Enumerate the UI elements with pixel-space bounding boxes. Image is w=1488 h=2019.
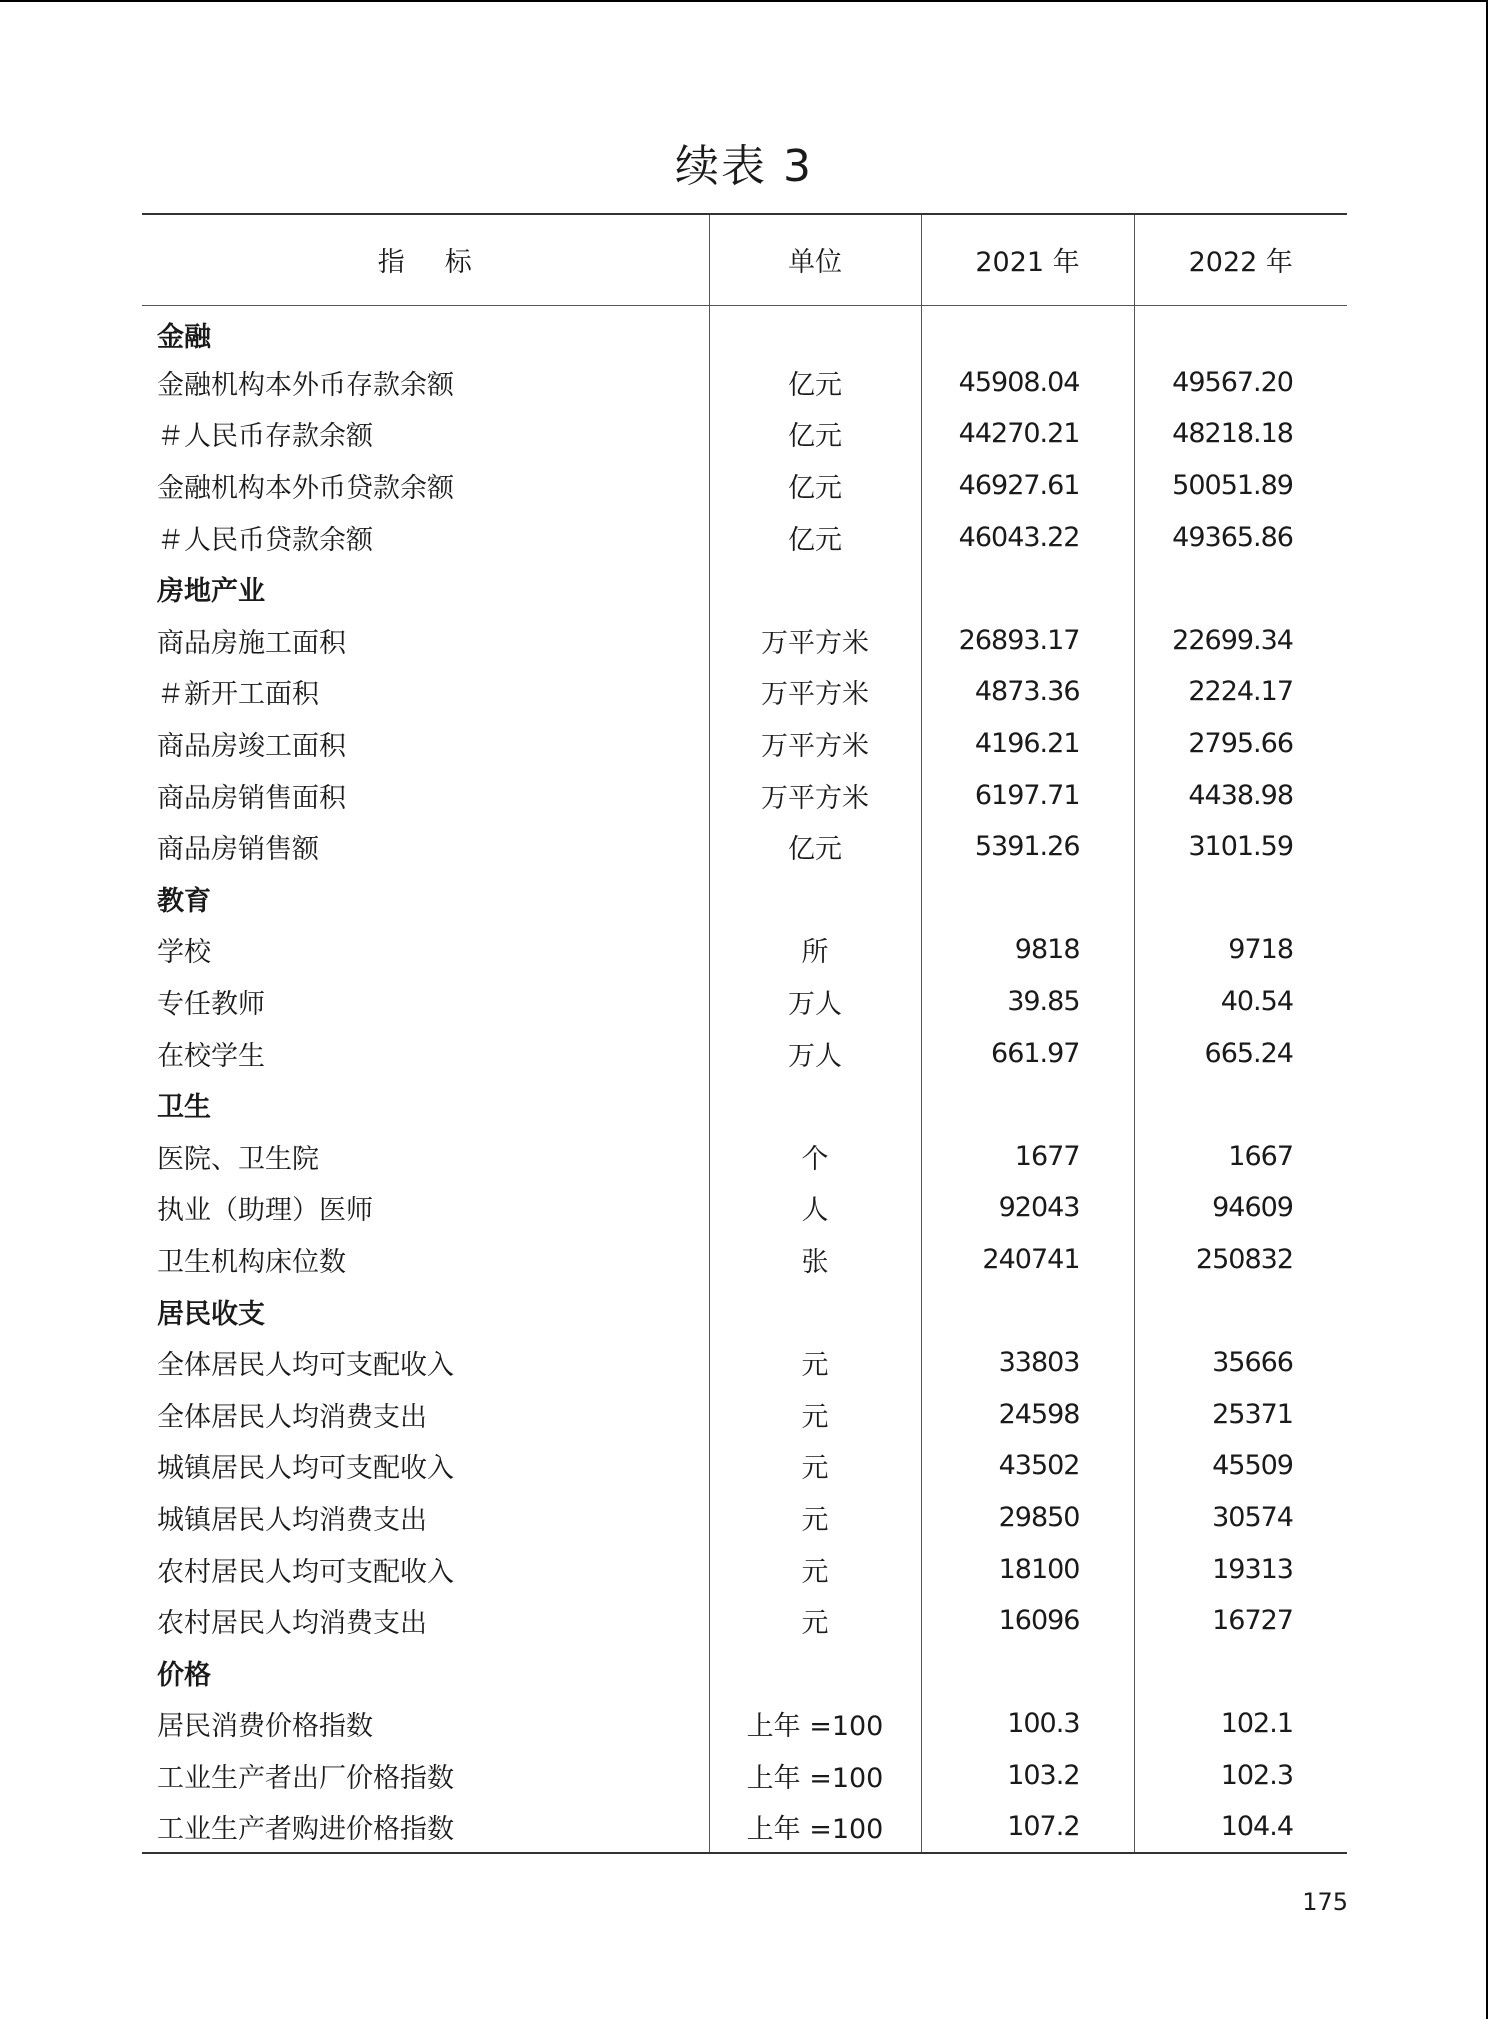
row-value-2022-cell	[1134, 563, 1347, 615]
row-unit-cell: 万人	[709, 976, 921, 1028]
row-value-2022-cell: 2795.66	[1134, 718, 1347, 770]
row-unit-cell: 万平方米	[709, 666, 921, 718]
row-unit-cell: 元	[709, 1388, 921, 1440]
row-value-2022-cell	[1134, 1079, 1347, 1131]
row-value-2022-cell	[1134, 305, 1347, 357]
row-unit-cell	[709, 563, 921, 615]
table-row	[142, 976, 1347, 1028]
row-value-2022-cell: 25371	[1134, 1388, 1347, 1440]
row-value-2021-cell: 26893.17	[921, 615, 1134, 667]
row-unit-cell: 个	[709, 1131, 921, 1183]
row-indicator-cell: 商品房施工面积	[157, 627, 346, 659]
table-row	[142, 924, 1347, 976]
section-header-row	[142, 1079, 1347, 1131]
row-indicator-cell: 城镇居民人均消费支出	[157, 1504, 427, 1536]
row-value-2022-cell: 50051.89	[1134, 460, 1347, 512]
row-unit-cell: 元	[709, 1440, 921, 1492]
row-value-2021-cell: 9818	[921, 924, 1134, 976]
row-value-2021-cell: 92043	[921, 1182, 1134, 1234]
column-header-unit: 单位	[709, 214, 921, 305]
table-row	[142, 1595, 1347, 1647]
table-row	[142, 1234, 1347, 1286]
row-unit-cell: 人	[709, 1182, 921, 1234]
row-value-2022-cell: 665.24	[1134, 1027, 1347, 1079]
row-value-2022-cell	[1134, 1285, 1347, 1337]
table-row	[142, 357, 1347, 409]
row-value-2021-cell: 39.85	[921, 976, 1134, 1028]
row-unit-cell: 张	[709, 1234, 921, 1286]
row-unit-cell: 万平方米	[709, 718, 921, 770]
table-row	[142, 1492, 1347, 1544]
row-value-2021-cell: 1677	[921, 1131, 1134, 1183]
row-indicator-cell: 商品房销售额	[157, 834, 319, 866]
column-header-2022: 2022 年	[1134, 214, 1347, 305]
row-value-2021-cell: 5391.26	[921, 821, 1134, 873]
row-unit-cell: 上年 =100	[709, 1801, 921, 1853]
table-row	[142, 460, 1347, 512]
row-unit-cell	[709, 305, 921, 357]
row-value-2021-cell: 29850	[921, 1492, 1134, 1544]
row-value-2022-cell: 3101.59	[1134, 821, 1347, 873]
row-unit-cell: 亿元	[709, 408, 921, 460]
row-indicator-cell: 价格	[157, 1659, 211, 1691]
row-indicator-cell: 农村居民人均可支配收入	[157, 1556, 454, 1588]
row-value-2021-cell	[921, 1285, 1134, 1337]
section-header-row	[142, 1285, 1347, 1337]
row-indicator-cell: 居民收支	[157, 1298, 265, 1330]
page-title: 续表 3	[675, 141, 813, 192]
row-unit-cell	[709, 1079, 921, 1131]
row-value-2021-cell: 6197.71	[921, 769, 1134, 821]
table-body	[142, 305, 1347, 1853]
statistics-table	[142, 213, 1347, 1854]
row-unit-cell	[709, 873, 921, 925]
row-indicator-cell: 卫生	[157, 1092, 211, 1124]
row-value-2022-cell: 1667	[1134, 1131, 1347, 1183]
row-indicator-cell: 医院、卫生院	[157, 1143, 319, 1175]
row-indicator-cell: 工业生产者购进价格指数	[142, 1801, 709, 1853]
row-indicator-cell: 工业生产者出厂价格指数	[157, 1762, 454, 1794]
row-value-2022-cell: 94609	[1134, 1182, 1347, 1234]
table-row	[142, 408, 1347, 460]
table-row	[142, 1337, 1347, 1389]
row-value-2021-cell: 103.2	[921, 1750, 1134, 1802]
row-value-2022-cell: 102.1	[1134, 1698, 1347, 1750]
row-indicator-cell: ＃人民币贷款余额	[157, 524, 373, 556]
row-value-2021-cell: 240741	[921, 1234, 1134, 1286]
row-indicator-cell: 居民消费价格指数	[157, 1711, 373, 1743]
row-value-2021-cell	[921, 1646, 1134, 1698]
table-row	[142, 1750, 1347, 1802]
row-value-2021-cell	[921, 305, 1134, 357]
row-indicator-cell: 房地产业	[157, 576, 265, 608]
row-value-2022-cell: 30574	[1134, 1492, 1347, 1544]
row-value-2022-cell: 22699.34	[1134, 615, 1347, 667]
row-value-2021-cell	[921, 1079, 1134, 1131]
table-row	[142, 615, 1347, 667]
row-value-2021-cell: 45908.04	[921, 357, 1134, 409]
row-value-2021-cell: 16096	[921, 1595, 1134, 1647]
table-row	[142, 1027, 1347, 1079]
table-row	[142, 1440, 1347, 1492]
row-value-2021-cell: 107.2	[921, 1801, 1134, 1853]
row-indicator-cell: 学校	[157, 937, 211, 969]
row-indicator-cell: 在校学生	[157, 1040, 265, 1072]
row-unit-cell: 元	[709, 1492, 921, 1544]
row-unit-cell	[709, 1646, 921, 1698]
row-indicator-cell: 全体居民人均消费支出	[157, 1401, 427, 1433]
table-row	[142, 511, 1347, 563]
row-indicator-cell: 商品房销售面积	[157, 782, 346, 814]
row-unit-cell: 亿元	[709, 511, 921, 563]
row-value-2021-cell	[921, 563, 1134, 615]
row-value-2021-cell: 661.97	[921, 1027, 1134, 1079]
row-value-2021-cell	[921, 873, 1134, 925]
row-unit-cell: 万平方米	[709, 769, 921, 821]
row-indicator-cell: 教育	[157, 885, 211, 917]
table-row	[142, 1801, 1347, 1853]
row-indicator-cell: 金融机构本外币存款余额	[157, 369, 454, 401]
row-indicator-cell: 商品房竣工面积	[157, 731, 346, 763]
table-row	[142, 1131, 1347, 1183]
row-value-2022-cell: 49567.20	[1134, 357, 1347, 409]
row-value-2022-cell: 40.54	[1134, 976, 1347, 1028]
row-value-2022-cell: 19313	[1134, 1543, 1347, 1595]
row-value-2021-cell: 46043.22	[921, 511, 1134, 563]
row-indicator-cell: ＃新开工面积	[157, 679, 319, 711]
row-value-2022-cell: 104.4	[1134, 1801, 1347, 1853]
row-unit-cell: 上年 =100	[709, 1750, 921, 1802]
row-value-2022-cell	[1134, 873, 1347, 925]
row-value-2021-cell: 46927.61	[921, 460, 1134, 512]
row-value-2021-cell: 100.3	[921, 1698, 1134, 1750]
row-value-2022-cell: 35666	[1134, 1337, 1347, 1389]
table-row	[142, 769, 1347, 821]
row-indicator-cell: 执业（助理）医师	[157, 1195, 373, 1227]
row-value-2022-cell: 102.3	[1134, 1750, 1347, 1802]
row-indicator-cell: 专任教师	[157, 989, 265, 1021]
row-indicator-cell: 金融机构本外币贷款余额	[157, 473, 454, 505]
section-header-row	[142, 305, 1347, 357]
table-row	[142, 1388, 1347, 1440]
section-header-row	[142, 873, 1347, 925]
section-header-row	[142, 1646, 1347, 1698]
row-unit-cell: 亿元	[709, 357, 921, 409]
row-indicator-cell: ＃人民币存款余额	[157, 421, 373, 453]
row-value-2022-cell: 4438.98	[1134, 769, 1347, 821]
section-header-row	[142, 563, 1347, 615]
row-unit-cell	[709, 1285, 921, 1337]
page-top-rule	[0, 0, 1488, 2]
row-indicator-cell: 农村居民人均消费支出	[157, 1608, 427, 1640]
row-value-2022-cell: 48218.18	[1134, 408, 1347, 460]
table-row	[142, 718, 1347, 770]
row-indicator-cell: 全体居民人均可支配收入	[157, 1350, 454, 1382]
row-value-2021-cell: 33803	[921, 1337, 1134, 1389]
row-value-2021-cell: 44270.21	[921, 408, 1134, 460]
table-row	[142, 821, 1347, 873]
row-unit-cell: 万平方米	[709, 615, 921, 667]
row-unit-cell: 元	[709, 1337, 921, 1389]
row-value-2022-cell	[1134, 1646, 1347, 1698]
row-unit-cell: 亿元	[709, 821, 921, 873]
row-value-2022-cell: 9718	[1134, 924, 1347, 976]
row-indicator-cell: 金融	[157, 321, 211, 353]
row-unit-cell: 元	[709, 1595, 921, 1647]
row-unit-cell: 亿元	[709, 460, 921, 512]
row-value-2021-cell: 4196.21	[921, 718, 1134, 770]
row-indicator-cell: 卫生机构床位数	[157, 1246, 346, 1278]
table-row	[142, 1182, 1347, 1234]
row-value-2022-cell: 2224.17	[1134, 666, 1347, 718]
row-value-2022-cell: 16727	[1134, 1595, 1347, 1647]
table-row	[142, 1543, 1347, 1595]
row-value-2021-cell: 24598	[921, 1388, 1134, 1440]
row-value-2021-cell: 43502	[921, 1440, 1134, 1492]
row-unit-cell: 上年 =100	[709, 1698, 921, 1750]
row-value-2021-cell: 4873.36	[921, 666, 1134, 718]
row-value-2022-cell: 250832	[1134, 1234, 1347, 1286]
row-value-2022-cell: 49365.86	[1134, 511, 1347, 563]
row-unit-cell: 万人	[709, 1027, 921, 1079]
row-value-2021-cell: 18100	[921, 1543, 1134, 1595]
row-unit-cell: 元	[709, 1543, 921, 1595]
table-header-row	[142, 214, 1347, 305]
table-row	[142, 1698, 1347, 1750]
row-value-2022-cell: 45509	[1134, 1440, 1347, 1492]
table-row	[142, 666, 1347, 718]
row-unit-cell: 所	[709, 924, 921, 976]
page-number: 175	[1302, 1888, 1348, 1916]
column-header-indicator: 指标	[142, 214, 709, 305]
column-header-2021: 2021 年	[921, 214, 1134, 305]
row-indicator-cell: 城镇居民人均可支配收入	[157, 1453, 454, 1485]
